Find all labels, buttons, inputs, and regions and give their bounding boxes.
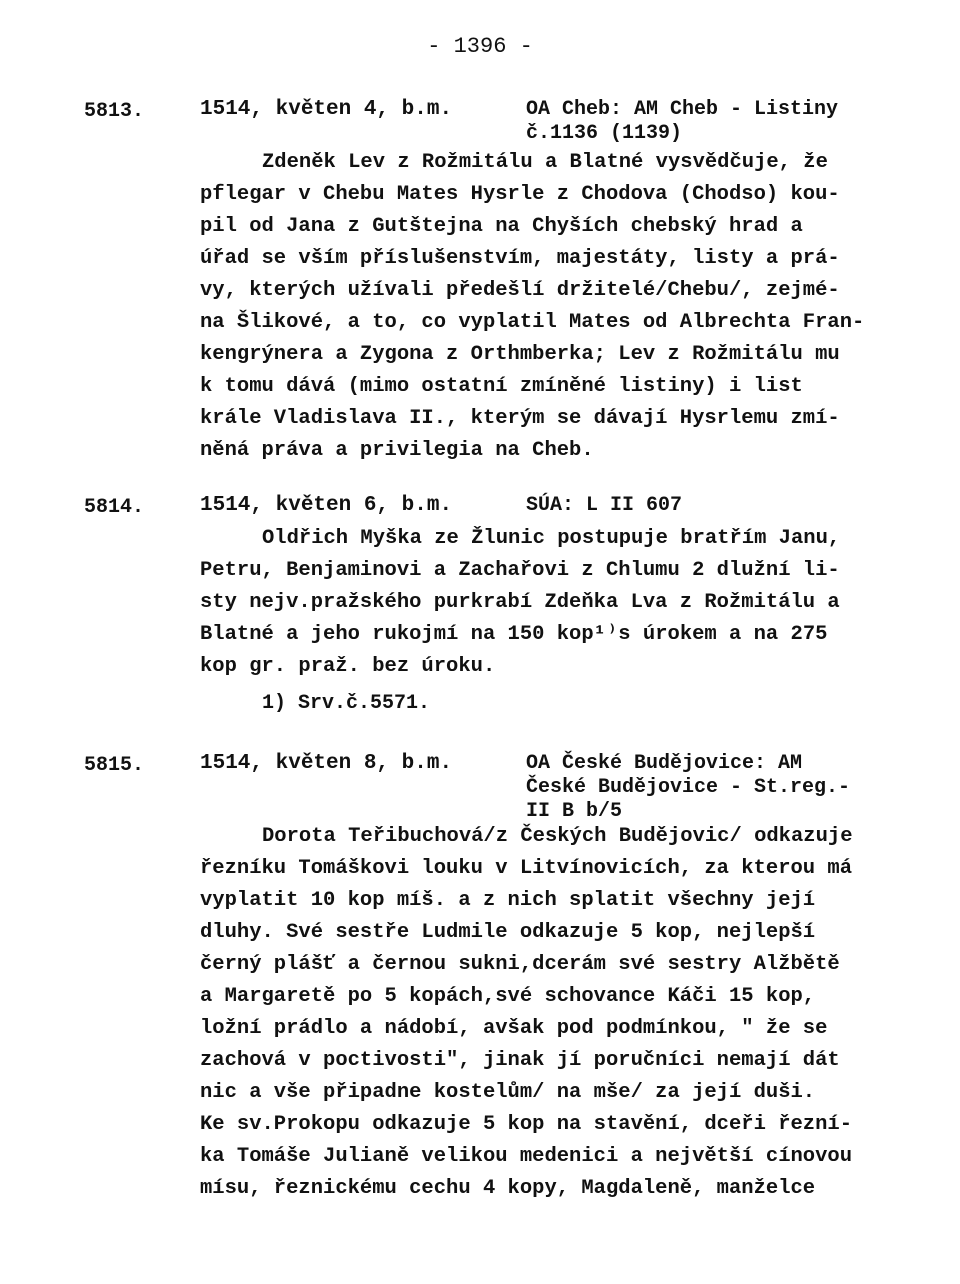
text-line: kengrýnera a Zygona z Orthmberka; Lev z Rožmitálu mu bbox=[200, 343, 840, 366]
page-number: - 1396 - bbox=[427, 34, 533, 59]
text-line: černý plášť a černou sukni,dcerám své sestry Alžbětě bbox=[200, 953, 840, 976]
entry-date: 1514, květen 6, b.m. bbox=[200, 494, 453, 517]
text-line: Petru, Benjaminovi a Zachařovi z Chlumu 2 dlužní li- bbox=[200, 559, 840, 582]
entry-number: 5814. bbox=[84, 496, 145, 519]
text-line: Dorota Teřibuchová/z Českých Budějovic/ odkazuje bbox=[262, 825, 853, 848]
text-line: zachová v poctivosti", jinak jí poručníci nemají dát bbox=[200, 1049, 840, 1072]
text-line: a Margaretě po 5 kopách,své schovance Káči 15 kop, bbox=[200, 985, 816, 1008]
entry-number: 5815. bbox=[84, 754, 145, 777]
text-line: Ke sv.Prokopu odkazuje 5 kop na stavění, dceři řezní- bbox=[200, 1113, 853, 1136]
entry-source bbox=[526, 98, 838, 146]
entry-source bbox=[526, 494, 682, 518]
text-line: něná práva a privilegia na Cheb. bbox=[200, 439, 594, 462]
text-line: Zdeněk Lev z Rožmitálu a Blatné vysvědčuje, že bbox=[262, 151, 828, 174]
entry-date: 1514, květen 4, b.m. bbox=[200, 98, 453, 121]
entry-date: 1514, květen 8, b.m. bbox=[200, 752, 453, 775]
entry-number: 5813. bbox=[84, 100, 145, 123]
entry-source bbox=[526, 752, 850, 824]
text-line: na Šlikové, a to, co vyplatil Mates od Albrechta Fran- bbox=[200, 311, 865, 334]
text-line: Oldřich Myška ze Žlunic postupuje bratřím Janu, bbox=[262, 527, 841, 550]
text-line: sty nejv.pražského purkrabí Zdeňka Lva z Rožmitálu a bbox=[200, 591, 840, 614]
source-line: České Budějovice - St.reg.- bbox=[526, 776, 851, 799]
text-line: řezníku Tomáškovi louku v Litvínovicích, za kterou má bbox=[200, 857, 853, 880]
text-line: ka Tomáše Julianě velikou medenici a největší cínovou bbox=[200, 1145, 853, 1168]
text-line: vyplatit 10 kop míš. a z nich splatit všechny její bbox=[200, 889, 816, 912]
source-line: OA České Budějovice: AM bbox=[526, 752, 803, 775]
text-line: krále Vladislava II., kterým se dávají Hysrlemu zmí- bbox=[200, 407, 840, 430]
footnote: 1) Srv.č.5571. bbox=[262, 692, 431, 715]
text-line: mísu, řeznickému cechu 4 kopy, Magdaleně, manželce bbox=[200, 1177, 816, 1200]
text-line: pflegar v Chebu Mates Hysrle z Chodova (Chodso) kou- bbox=[200, 183, 840, 206]
text-line: Blatné a jeho rukojmí na 150 kop¹⁾s úrokem a na 275 bbox=[200, 623, 828, 646]
text-line: dluhy. Své sestře Ludmile odkazuje 5 kop, nejlepší bbox=[200, 921, 816, 944]
source-line: SÚA: L II 607 bbox=[526, 494, 683, 517]
source-line: č.1136 (1139) bbox=[526, 122, 683, 145]
source-line: OA Cheb: AM Cheb - Listiny bbox=[526, 98, 839, 121]
source-line: II B b/5 bbox=[526, 800, 623, 823]
text-line: nic a vše připadne kostelům/ na mše/ za její duši. bbox=[200, 1081, 816, 1104]
text-line: úřad se vším příslušenstvím, majestáty, listy a prá- bbox=[200, 247, 840, 270]
text-line: ložní prádlo a nádobí, avšak pod podmínkou, " že se bbox=[200, 1017, 828, 1040]
text-line: k tomu dává (mimo ostatní zmíněné listiny) i list bbox=[200, 375, 803, 398]
text-line: vy, kterých užívali předešlí držitelé/Chebu/, zejmé- bbox=[200, 279, 840, 302]
text-line: pil od Jana z Gutštejna na Chyších chebský hrad a bbox=[200, 215, 803, 238]
text-line: kop gr. praž. bez úroku. bbox=[200, 655, 496, 678]
